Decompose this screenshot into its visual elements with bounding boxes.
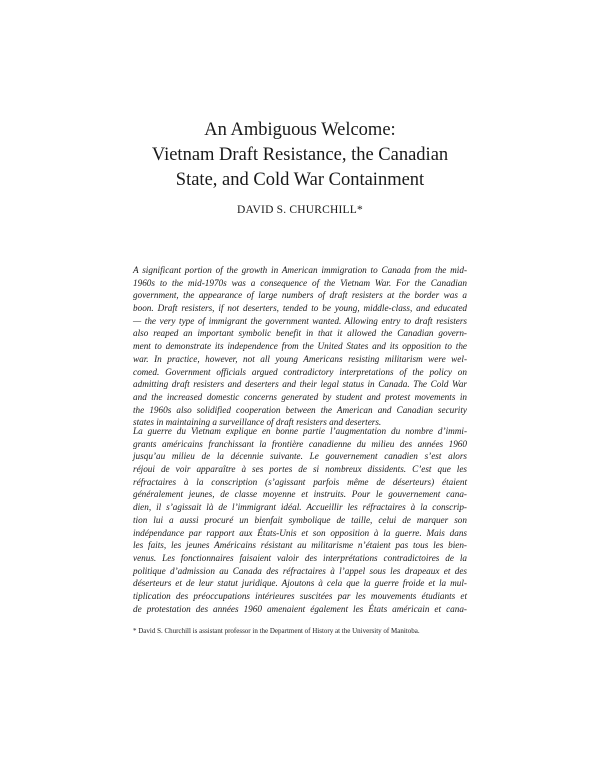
abstract-line: réfractaires à la conscription (s’agissant parfois même de déserteurs) étaient xyxy=(133,476,467,487)
abstract-line: ment to demonstrate its independence from the United States and its opposition to the xyxy=(133,341,467,352)
abstract-line: — the very type of immigrant the government wanted. Allowing entry to draft resisters xyxy=(133,315,467,326)
title-line: An Ambiguous Welcome: xyxy=(204,120,396,140)
abstract-line: boon. Draft resisters, if not deserters, tended to be young, middle-class, and educated xyxy=(133,303,467,314)
abstract-line: de protestation des années 1960 amenaient également les États américain et cana- xyxy=(133,603,467,614)
abstract-line: réjoui de voir apparaître à ses portes de si nombreux dissidents. C’est que les xyxy=(133,464,467,475)
abstract-line: states in maintaining a surveillance of draft resisters and deserters. xyxy=(133,417,382,428)
abstract-line: war. In practice, however, not all young Americans resisting militarism were wel- xyxy=(133,353,467,364)
abstract-french xyxy=(133,425,467,615)
title-line: State, and Cold War Containment xyxy=(175,170,425,190)
author-name: DAVID S. CHURCHILL* xyxy=(237,204,363,216)
abstract-line: venus. Les fonctionnaires faisaient valoir des interprétations contradictoires de la xyxy=(133,552,467,563)
abstract-line: jusqu’au milieu de la décennie suivante. Le gouvernement canadien s’est alors xyxy=(133,451,467,462)
author-footnote: * David S. Churchill is assistant professor in the Department of History at the University of Manitoba. xyxy=(133,627,420,635)
article-title xyxy=(0,118,600,193)
abstract-english xyxy=(133,264,467,429)
abstract-line: admitting draft resisters and deserters and their legal status in Canada. The Cold War xyxy=(133,379,467,390)
abstract-line: also reaped an important symbolic benefit in that it allowed the Canadian govern- xyxy=(133,328,467,339)
abstract-line: politique d’admission au Canada des réfractaires à l’appel sous les drapeaux et des xyxy=(133,565,467,576)
abstract-line: généralement jeunes, de classe moyenne et instruits. Pour le gouvernement cana- xyxy=(133,489,467,500)
abstract-line: government, the appearance of large numbers of draft resisters at the border was a xyxy=(133,290,467,301)
abstract-line: déserteurs et de leur statut juridique. Ajoutons à cela que la guerre froide et la mul- xyxy=(133,578,467,589)
abstract-line: 1960s to the mid-1970s was a consequence of the Vietnam War. For the Canadian xyxy=(133,277,467,288)
abstract-line: La guerre du Vietnam explique en bonne partie l’augmentation du nombre d’immi- xyxy=(133,426,467,436)
title-line: Vietnam Draft Resistance, the Canadian xyxy=(151,145,449,165)
abstract-line: les faits, les jeunes Américains résistant au militarisme n’étaient pas tous les bien- xyxy=(133,540,467,551)
abstract-line: and the increased domestic concerns generated by student and protest movements in xyxy=(133,391,467,402)
abstract-line: tiplication des préoccupations intérieures suscitées par les mouvements étudiants et xyxy=(133,590,467,601)
abstract-line: tion lui a aussi procuré un bienfait symbolique de taille, celui de marquer son xyxy=(133,514,467,525)
abstract-line: grants américains franchissant la frontière canadienne du milieu des années 1960 xyxy=(133,438,467,449)
abstract-line: dien, il s’agissait là de l’immigrant idéal. Accueillir les réfractaires à la conscrip- xyxy=(133,502,467,513)
abstract-line: the 1960s also solidified cooperation between the American and Canadian security xyxy=(133,404,467,415)
abstract-line: indépendance par rapport aux États-Unis et son opposition à la guerre. Mais dans xyxy=(133,527,467,538)
abstract-line: A significant portion of the growth in American immigration to Canada from the mid- xyxy=(133,265,467,275)
abstract-line: comed. Government officials argued contradictory interpretations of the policy on xyxy=(133,366,467,377)
